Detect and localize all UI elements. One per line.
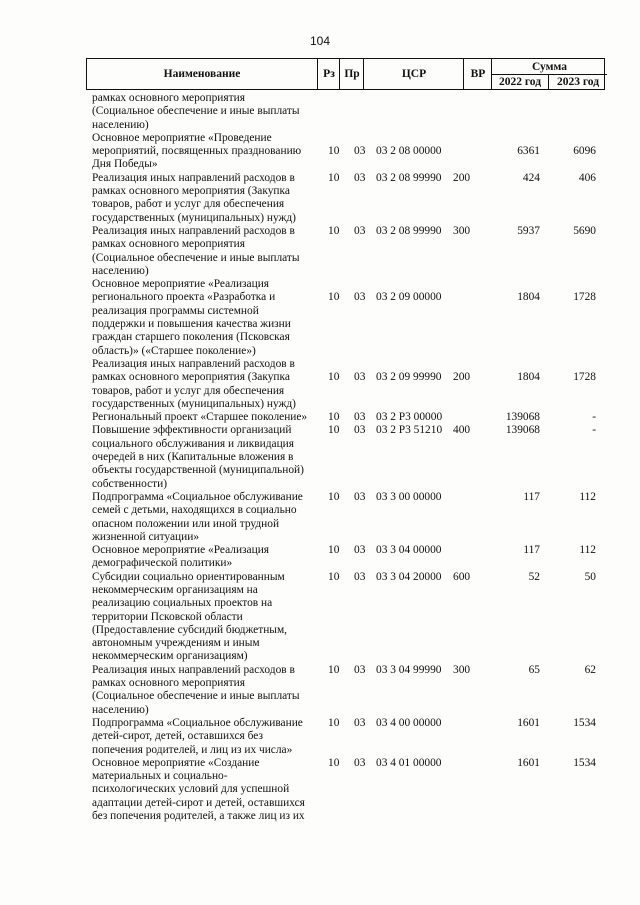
row-rz: 10 [328, 171, 340, 184]
row-sum-2022: 139068 [505, 411, 540, 424]
row-csr: 03 4 01 00000 [376, 756, 442, 769]
row-sum-2023: - [592, 424, 596, 437]
row-vr: 300 [453, 224, 471, 237]
table-row [92, 358, 612, 411]
row-sum-2023: 50 [584, 570, 596, 583]
row-vr: 200 [453, 370, 471, 383]
row-name: Субсидии социально ориентированным некоммерческим организациям на реализацию социальных проектов на территории Псковской области (Предоставление субсидий бюджетным, автономным учреждениям и иным некоммерческим организациям) [92, 570, 287, 663]
page-number: 104 [309, 34, 331, 48]
row-sum-2022: 139068 [505, 424, 540, 437]
row-name: Основное мероприятие «Реализация регионального проекта «Разработка и реализация программы системной поддержки и повышения качества жизни граждан старшего поколения (Псковская область)» («Старшее поколение») [92, 278, 291, 357]
row-rz: 10 [328, 663, 340, 676]
table-row [92, 424, 612, 490]
header-year-2023: 2023 год [548, 74, 607, 89]
row-csr: 03 2 08 00000 [376, 144, 442, 157]
table-header [86, 58, 605, 90]
row-csr: 03 3 04 99990 [376, 663, 442, 676]
row-sum-2022: 6361 [517, 144, 540, 157]
row-name: рамках основного мероприятия (Социальное обеспечение и иные выплаты населению) [92, 92, 300, 131]
row-sum-2023: - [592, 411, 596, 424]
header-year-2022: 2022 год [498, 75, 542, 88]
row-pr: 03 [354, 224, 366, 237]
row-sum-2023: 1534 [573, 716, 596, 729]
row-csr: 03 2 09 99990 [376, 370, 442, 383]
row-sum-2023: 6096 [573, 144, 596, 157]
row-rz: 10 [328, 716, 340, 729]
row-pr: 03 [354, 370, 366, 383]
row-name: Реализация иных направлений расходов в рамках основного мероприятия (Социальное обеспечение и иные выплаты населению) [92, 224, 300, 277]
row-sum-2022: 117 [523, 544, 540, 557]
table-row [92, 717, 612, 757]
row-csr: 03 2 P3 51210 [376, 424, 443, 437]
row-sum-2023: 62 [584, 663, 596, 676]
table-row [92, 571, 612, 664]
row-rz: 10 [328, 570, 340, 583]
row-rz: 10 [328, 424, 340, 437]
row-sum-2022: 1804 [517, 370, 540, 383]
row-pr: 03 [354, 171, 366, 184]
row-name: Реализация иных направлений расходов в рамках основного мероприятия (Социальное обеспечение и иные выплаты населению) [92, 663, 300, 716]
header-sum-title: Сумма [492, 59, 607, 75]
row-name: Подпрограмма «Социальное обслуживание семей с детьми, находящихся в социально опасном положении или иной трудной жизненной ситуации» [92, 490, 303, 543]
table-row [92, 411, 612, 424]
row-sum-2022: 1601 [517, 756, 540, 769]
row-sum-2023: 1534 [573, 756, 596, 769]
row-sum-2022: 5937 [517, 224, 540, 237]
row-sum-2022: 1804 [517, 291, 540, 304]
row-rz: 10 [328, 224, 340, 237]
row-csr: 03 2 08 99990 [376, 224, 442, 237]
row-vr: 300 [453, 663, 471, 676]
row-pr: 03 [354, 424, 366, 437]
row-pr: 03 [354, 716, 366, 729]
row-rz: 10 [328, 411, 340, 424]
table-row [92, 491, 612, 544]
row-name: Реализация иных направлений расходов в рамках основного мероприятия (Закупка товаров, работ и услуг для обеспечения государственных (муниципальных) нужд) [92, 171, 296, 224]
table-row [92, 132, 612, 172]
row-name: Подпрограмма «Социальное обслуживание детей-сирот, детей, оставшихся без попечения родителей, и лиц из их числа» [92, 716, 303, 756]
row-pr: 03 [354, 544, 366, 557]
row-rz: 10 [328, 756, 340, 769]
table-row [92, 757, 612, 823]
row-csr: 03 2 09 00000 [376, 291, 442, 304]
row-pr: 03 [354, 490, 366, 503]
header-sum [491, 59, 607, 89]
row-sum-2023: 112 [579, 544, 596, 557]
row-rz: 10 [328, 291, 340, 304]
row-name: Основное мероприятие «Создание материальных и социально- психологических условий для успешной адаптации детей-сирот и детей, оставшихся без попечения родителей, а также лиц из их [92, 756, 305, 823]
table-body [92, 92, 612, 823]
row-vr: 600 [453, 570, 471, 583]
row-sum-2022: 117 [523, 490, 540, 503]
table-row [92, 225, 612, 278]
header-csr: ЦСР [363, 59, 464, 89]
row-sum-2022: 52 [528, 570, 540, 583]
row-sum-2022: 424 [522, 171, 540, 184]
table-row [92, 92, 612, 132]
row-sum-2023: 112 [579, 490, 596, 503]
row-vr: 200 [453, 171, 471, 184]
row-sum-2023: 5690 [573, 224, 596, 237]
header-name: Наименование [163, 68, 241, 80]
row-csr: 03 3 04 20000 [376, 570, 442, 583]
row-csr: 03 3 00 00000 [376, 490, 442, 503]
row-csr: 03 2 08 99990 [376, 171, 442, 184]
row-sum-2023: 406 [578, 171, 596, 184]
row-pr: 03 [354, 663, 366, 676]
row-name: Реализация иных направлений расходов в рамках основного мероприятия (Закупка товаров, работ и услуг для обеспечения государственных (муниципальных) нужд) [92, 357, 296, 410]
header-vr: ВР [463, 59, 492, 89]
row-pr: 03 [354, 756, 366, 769]
row-name: Повышение эффективности организаций социального обслуживания и ликвидация очередей в них (Капитальные вложения в объекты государственной (муниципальной) собственности) [92, 424, 304, 490]
row-rz: 10 [328, 370, 340, 383]
row-name: Основное мероприятие «Проведение мероприятий, посвященных празднованию Дня Победы» [92, 131, 302, 171]
row-pr: 03 [354, 411, 366, 424]
row-csr: 03 2 P3 00000 [376, 411, 443, 424]
header-rz: Рз [317, 59, 340, 89]
row-csr: 03 3 04 00000 [376, 544, 442, 557]
table-row [92, 172, 612, 225]
row-name: Региональный проект «Старшее поколение» [92, 411, 308, 424]
row-vr: 400 [453, 424, 471, 437]
header-pr: Пр [339, 59, 364, 89]
row-rz: 10 [328, 490, 340, 503]
row-rz: 10 [328, 144, 340, 157]
table-row [92, 278, 612, 358]
row-sum-2023: 1728 [573, 370, 596, 383]
row-sum-2023: 1728 [573, 291, 596, 304]
table-row [92, 664, 612, 717]
row-csr: 03 4 00 00000 [376, 716, 442, 729]
row-sum-2022: 1601 [517, 716, 540, 729]
row-rz: 10 [328, 544, 340, 557]
row-pr: 03 [354, 570, 366, 583]
row-pr: 03 [354, 291, 366, 304]
row-sum-2022: 65 [528, 663, 540, 676]
row-name: Основное мероприятие «Реализация демографической политики» [92, 544, 270, 570]
row-pr: 03 [354, 144, 366, 157]
table-row [92, 544, 612, 571]
